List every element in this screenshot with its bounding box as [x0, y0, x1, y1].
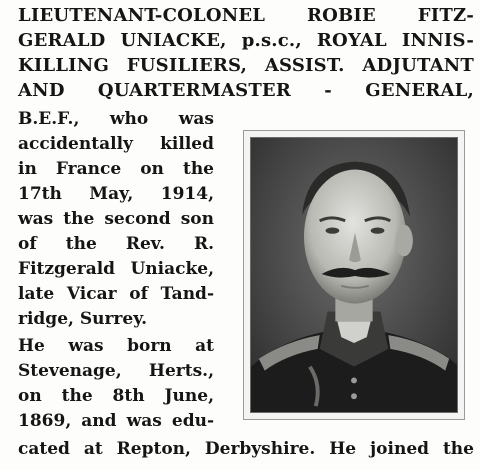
- body-line: on the 8th June,: [18, 386, 214, 406]
- body-line: Stevenage, Herts.,: [18, 361, 214, 381]
- heading-line-1: LIEUTENANT-COLONEL ROBIE FITZ-: [18, 5, 474, 26]
- body-line: 1869, and was edu-: [18, 411, 214, 431]
- body-line: 17th May, 1914,: [18, 184, 214, 204]
- body-line: accidentally killed: [18, 134, 214, 154]
- body-line: He was born at: [18, 336, 214, 356]
- portrait-photo-icon: [251, 138, 457, 412]
- body-line: late Vicar of Tand-: [18, 284, 214, 304]
- body-line-wide: cated at Repton, Derbyshire. He joined the: [18, 439, 474, 459]
- heading-line-4: AND QUARTERMASTER - GENERAL,: [18, 80, 474, 101]
- body-line: was the second son: [18, 209, 214, 229]
- heading-line-2: GERALD UNIACKE, p.s.c., ROYAL INNIS-: [18, 30, 474, 51]
- body-line: ridge, Surrey.: [18, 309, 148, 329]
- heading-line-3: KILLING FUSILIERS, ASSIST. ADJUTANT: [18, 55, 474, 76]
- body-line: B.E.F., who was: [18, 109, 214, 129]
- portrait-frame: [243, 130, 465, 420]
- body-line: Fitzgerald Uniacke,: [18, 259, 214, 279]
- body-line: in France on the: [18, 159, 214, 179]
- body-line: of the Rev. R.: [18, 234, 214, 254]
- portrait-photo: [250, 137, 458, 413]
